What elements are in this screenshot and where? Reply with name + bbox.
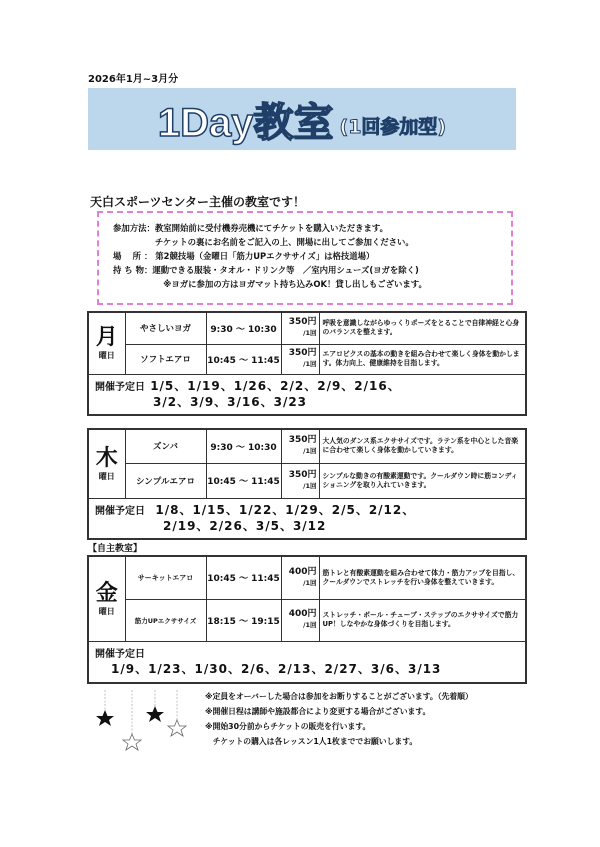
thursday-table (87, 428, 527, 540)
day-label: 木 (95, 445, 118, 471)
info-line: チケットの裏にお名前をご記入の上、開場に出してご参加ください。 (113, 237, 414, 247)
info-box (97, 211, 513, 305)
monday-table (87, 311, 527, 416)
info-line: 場 所 ： 第2競技場（金曜日「筋力UPエクササイズ」は格技道場） (113, 251, 375, 261)
schedule-dates: 開催予定日 1/8、1/15、1/22、1/29、2/5、2/12、 2/19、2/26、3/5、3/12 (88, 498, 526, 539)
class-name: ズンバ (125, 429, 206, 463)
youbi-label: 曜日 (98, 351, 115, 361)
info-line: 参加方法：教室開始前に受付機券売機にてチケットを購入いただきます。 (113, 223, 388, 233)
class-name: シンプルエアロ (125, 463, 206, 498)
class-desc: 大人気のダンス系エクササイズです。ラテン系を中心とした音楽に合わせて楽しく身体を動かしていきます。 (319, 429, 526, 463)
class-desc: 呼吸を意識しながらゆっくりポーズをとることで自律神経と心身のバランスを整えます。 (319, 312, 526, 344)
hanging-stars-icon (95, 688, 195, 758)
class-desc: 筋トレと有酸素運動を組み合わせて体力・筋力アップを目指し、クールダウンでストレッチを行い身体を整えていきます。 (319, 556, 526, 599)
class-price: 350円 /1回 (281, 463, 319, 498)
day-cell (88, 429, 125, 498)
class-desc: シンプルな動きの有酸素運動です。クールダウン時に筋コンディショニングを取り入れていきます。 (319, 463, 526, 498)
note-line: チケットの購入は各レッスン1人1枚まででお願いします。 (205, 737, 418, 746)
class-price: 350円 /1回 (281, 344, 319, 374)
notes (205, 689, 473, 749)
class-price: 350円 /1回 (281, 312, 319, 344)
youbi-label: 曜日 (98, 606, 115, 616)
schedule-dates: 開催予定日 1/5、1/19、1/26、2/2、2/9、2/16、 3/2、3/9、3/16、3/23 (88, 374, 526, 415)
note-line: ※定員をオーバーした場合は参加をお断りすることがございます。（先着順） (205, 692, 473, 701)
class-price: 400円 /1回 (281, 556, 319, 599)
note-line: ※開始30分前からチケットの販売を行います。 (205, 722, 371, 731)
period-label: 2026年1月~3月分 (88, 74, 179, 85)
class-name: ソフトエアロ (125, 344, 206, 374)
class-name: 筋力UPエクササイズ (125, 599, 206, 641)
class-time: 10:45 ～ 11:45 (206, 344, 281, 374)
host-heading: 天白スポーツセンター主催の教室です！ (90, 195, 306, 209)
class-time: 18:15 ～ 19:15 (206, 599, 281, 641)
class-price: 350円 /1回 (281, 429, 319, 463)
page-title: 1Day教室 (157, 100, 334, 145)
class-time: 9:30 ～ 10:30 (206, 429, 281, 463)
schedule-dates: 開催予定日 1/9、1/23、1/30、2/6、2/13、2/27、3/6、3/13 (88, 641, 526, 683)
class-time: 9:30 ～ 10:30 (206, 312, 281, 344)
friday-table (87, 555, 527, 684)
class-name: サーキットエアロ (125, 556, 206, 599)
day-label: 月 (95, 325, 118, 351)
info-line: 持 ち 物：運動できる服装・タオル・ドリンク等 ／室内用シューズ(ヨガを除く) (113, 265, 419, 275)
info-line: ※ヨガに参加の方はヨガマット持ち込みOK！貸し出しもございます。 (113, 279, 427, 289)
youbi-label: 曜日 (98, 471, 115, 481)
class-desc: ストレッチ・ボール・チューブ・ステップのエクササイズで筋力UP！しなやかな身体づくりを目指します。 (319, 599, 526, 641)
day-cell (88, 312, 125, 374)
class-price: 400円 /1回 (281, 599, 319, 641)
page-subtitle: (1回参加型) (339, 115, 447, 138)
class-name: やさしいヨガ (125, 312, 206, 344)
class-time: 10:45 ～ 11:45 (206, 556, 281, 599)
class-desc: エアロビクスの基本の動きを組み合わせて楽しく身体を動かします。体力向上、健康維持を目指します。 (319, 344, 526, 374)
class-time: 10:45 ～ 11:45 (206, 463, 281, 498)
day-label: 金 (95, 580, 118, 606)
note-line: ※開催日程は講師や施設都合により変更する場合がございます。 (205, 707, 431, 716)
title-banner (88, 88, 516, 150)
self-class-label: 【自主教室】 (88, 544, 143, 554)
day-cell (88, 556, 125, 641)
